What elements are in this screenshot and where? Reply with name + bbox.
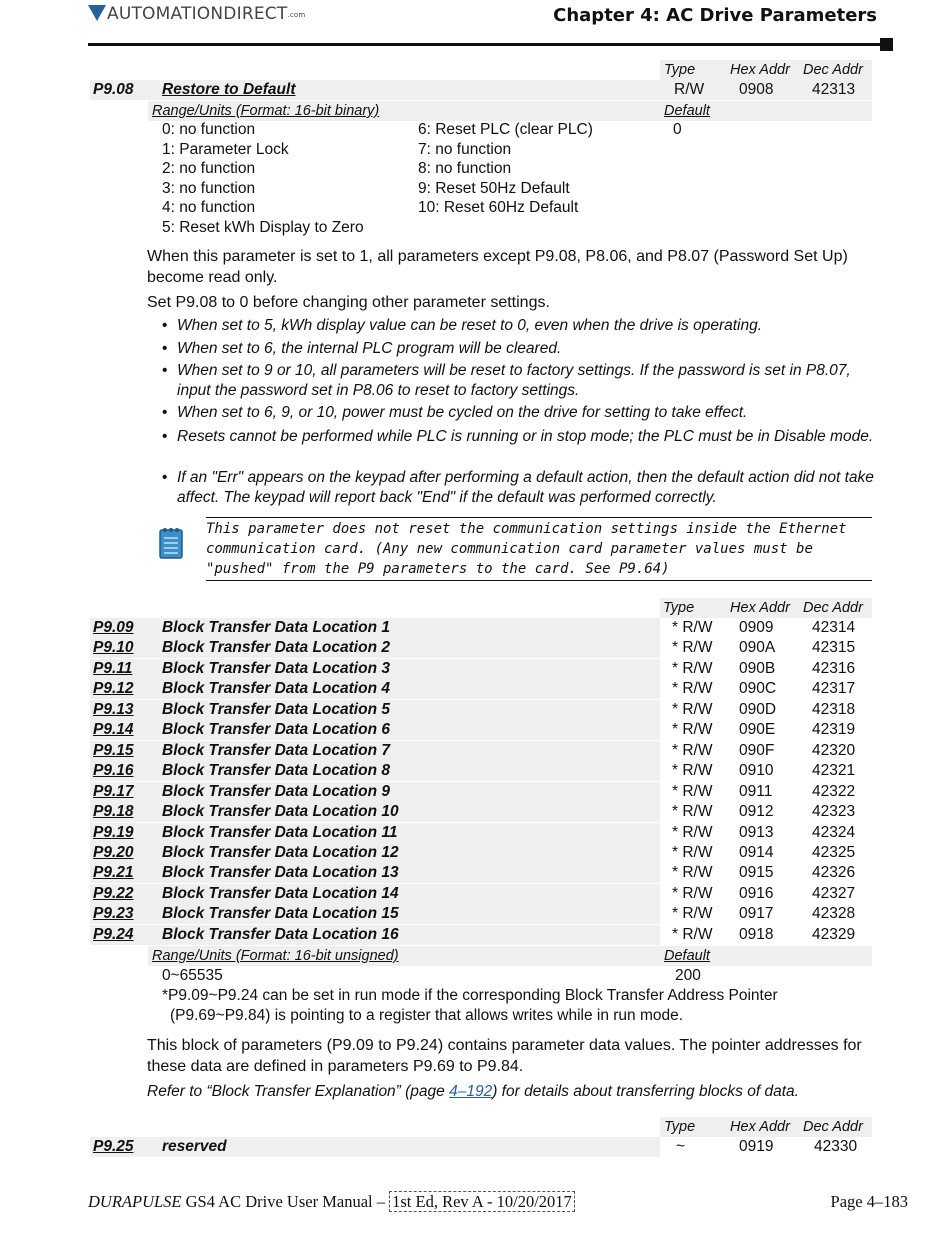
param-row-p925-values: [660, 1137, 872, 1157]
refer-paragraph: Refer to “Block Transfer Explanation” (page 4–192) for details about transferring blocks of data.: [147, 1083, 799, 1100]
block-row-values: [660, 863, 872, 883]
block-row-values: [660, 904, 872, 924]
bullet-item: • When set to 6, 9, or 10, power must be cycled on the drive for setting to take effect.: [162, 404, 748, 421]
chapter-title: Chapter 4: AC Drive Parameters: [553, 5, 877, 26]
param-type: * R/W: [672, 783, 713, 800]
block-row: [90, 761, 660, 781]
header-rule-marker: [880, 38, 893, 51]
block-row: [90, 904, 660, 924]
param-id[interactable]: P9.14: [93, 721, 134, 738]
default-label: Default: [664, 103, 710, 119]
param-hex: 090C: [739, 680, 777, 697]
param-dec: 42328: [812, 905, 856, 922]
param-id[interactable]: P9.24: [93, 926, 134, 943]
block-row: [90, 618, 660, 638]
column-headers-p908: [660, 60, 872, 80]
param-id[interactable]: P9.23: [93, 905, 134, 922]
param-name: Block Transfer Data Location 16: [162, 926, 399, 943]
page-footer: [88, 1190, 908, 1216]
block-row-values: [660, 782, 872, 802]
col-dec: Dec Addr: [803, 62, 863, 78]
paragraph: When this parameter is set to 1, all parameters except P9.08, P8.06, and P8.07 (Password Set Up) become read only.: [147, 248, 848, 286]
block-row-values: [660, 659, 872, 679]
block-row: [90, 720, 660, 740]
param-dec: 42315: [812, 639, 856, 656]
param-name: Block Transfer Data Location 4: [162, 680, 390, 697]
param-row-p908: [90, 80, 660, 100]
option: 8: no function: [418, 160, 512, 177]
param-dec: 42317: [812, 680, 856, 697]
param-hex: 090F: [739, 742, 775, 759]
param-name: Block Transfer Data Location 15: [162, 905, 399, 922]
param-hex: 090E: [739, 721, 776, 738]
col-dec: Dec Addr: [803, 600, 863, 616]
param-id[interactable]: P9.15: [93, 742, 134, 759]
block-row: [90, 925, 660, 945]
param-type: * R/W: [672, 639, 713, 656]
option: 10: Reset 60Hz Default: [418, 199, 579, 216]
block-row-values: [660, 720, 872, 740]
range-value: 0~65535: [162, 967, 223, 984]
col-type: Type: [663, 600, 695, 616]
option: 3: no function: [162, 180, 256, 197]
block-row: [90, 863, 660, 883]
param-hex: 090D: [739, 701, 777, 718]
param-name: Block Transfer Data Location 14: [162, 885, 399, 902]
param-hex: 0916: [739, 885, 774, 902]
col-hex: Hex Addr: [730, 1119, 790, 1135]
block-row: [90, 823, 660, 843]
manual-title: DURAPULSE GS4 AC Drive User Manual – 1st Ed, Rev A - 10/20/2017: [88, 1192, 575, 1212]
param-dec: 42323: [812, 803, 856, 820]
col-type: Type: [664, 1119, 696, 1135]
param-type: * R/W: [672, 762, 713, 779]
paragraph: Set P9.08 to 0 before changing other parameter settings.: [147, 294, 550, 311]
param-name: Block Transfer Data Location 11: [162, 824, 398, 841]
param-name: Block Transfer Data Location 7: [162, 742, 390, 759]
param-name: reserved: [162, 1138, 227, 1155]
param-id[interactable]: P9.25: [93, 1138, 134, 1155]
param-dec: 42330: [814, 1138, 858, 1155]
param-dec: 42318: [812, 701, 856, 718]
param-type: ~: [676, 1138, 686, 1155]
param-type: * R/W: [672, 844, 713, 861]
edition-label: 1st Ed, Rev A - 10/20/2017: [389, 1191, 575, 1212]
param-name: Block Transfer Data Location 9: [162, 783, 390, 800]
param-dec: 42319: [812, 721, 856, 738]
param-dec: 42324: [812, 824, 856, 841]
option: 5: Reset kWh Display to Zero: [162, 219, 364, 236]
block-row: [90, 802, 660, 822]
block-row-values: [660, 638, 872, 658]
param-type: * R/W: [672, 619, 713, 636]
param-hex: 0915: [739, 864, 774, 881]
param-dec: 42316: [812, 660, 856, 677]
bullet-item: • When set to 5, kWh display value can be reset to 0, even when the drive is operating.: [162, 317, 763, 334]
block-row: [90, 843, 660, 863]
param-dec: 42329: [812, 926, 856, 943]
block-row: [90, 782, 660, 802]
option: 1: Parameter Lock: [162, 141, 289, 158]
param-type: * R/W: [672, 701, 713, 718]
param-name: Restore to Default: [162, 81, 296, 98]
footnote: *P9.09~P9.24 can be set in run mode if the corresponding Block Transfer Address Pointer: [162, 987, 778, 1004]
option: 6: Reset PLC (clear PLC): [418, 121, 593, 138]
col-hex: Hex Addr: [730, 600, 790, 616]
param-type: * R/W: [672, 905, 713, 922]
option: 0: no function: [162, 121, 256, 138]
note-box: This parameter does not reset the communication settings inside the Ethernet communication card. (Any new communication card parameter values must be "pushed" from the P9 parameters to the card. See P9.64): [206, 517, 872, 581]
default-label: Default: [664, 948, 710, 964]
param-type: * R/W: [672, 721, 713, 738]
param-name: Block Transfer Data Location 2: [162, 639, 390, 656]
param-row-p908-values: [660, 80, 872, 100]
param-id[interactable]: P9.17: [93, 783, 134, 800]
param-type: * R/W: [672, 824, 713, 841]
block-row-values: [660, 925, 872, 945]
block-row: [90, 638, 660, 658]
param-hex: 090B: [739, 660, 776, 677]
param-id[interactable]: P9.19: [93, 824, 134, 841]
range-label: Range/Units (Format: 16-bit unsigned): [152, 948, 399, 964]
option: 4: no function: [162, 199, 256, 216]
page-link[interactable]: 4–192: [449, 1083, 493, 1100]
param-name: Block Transfer Data Location 5: [162, 701, 390, 718]
param-hex: 0912: [739, 803, 774, 820]
option: 7: no function: [418, 141, 512, 158]
block-row: [90, 700, 660, 720]
param-dec: 42327: [812, 885, 856, 902]
param-name: Block Transfer Data Location 3: [162, 660, 390, 677]
block-row-values: [660, 802, 872, 822]
param-name: Block Transfer Data Location 12: [162, 844, 399, 861]
bullet-item: • Resets cannot be performed while PLC is running or in stop mode; the PLC must be in Disable mode.: [162, 428, 874, 445]
block-row-values: [660, 741, 872, 761]
block-row: [90, 884, 660, 904]
param-dec: 42325: [812, 844, 856, 861]
param-dec: 42321: [812, 762, 856, 779]
param-name: Block Transfer Data Location 13: [162, 864, 399, 881]
param-name: Block Transfer Data Location 6: [162, 721, 390, 738]
block-row-values: [660, 700, 872, 720]
param-id[interactable]: P9.21: [93, 864, 134, 881]
param-row-p925: [90, 1137, 660, 1157]
param-hex: 0918: [739, 926, 774, 943]
bullet-item: • When set to 6, the internal PLC program will be cleared.: [162, 340, 562, 357]
param-id[interactable]: P9.10: [93, 639, 134, 656]
param-dec: 42320: [812, 742, 856, 759]
block-row-values: [660, 823, 872, 843]
param-id[interactable]: P9.09: [93, 619, 134, 636]
default-value-block: 200: [675, 967, 701, 984]
header-rule: [88, 43, 883, 46]
col-type: Type: [664, 62, 696, 78]
param-hex: 090A: [739, 639, 776, 656]
block-row: [90, 659, 660, 679]
option: 9: Reset 50Hz Default: [418, 180, 570, 197]
block-row-values: [660, 761, 872, 781]
column-headers-block: [660, 598, 872, 618]
param-type: R/W: [674, 81, 705, 98]
param-type: * R/W: [672, 742, 713, 759]
bullet-item: • If an "Err" appears on the keypad after performing a default action, then the default action did not take affect. The keypad will report back "End" if the default was performed correctly.: [162, 469, 874, 506]
param-id[interactable]: P9.18: [93, 803, 134, 820]
block-row-values: [660, 679, 872, 699]
range-label: Range/Units (Format: 16-bit binary): [152, 103, 380, 119]
param-type: * R/W: [672, 803, 713, 820]
bullet-item: • When set to 9 or 10, all parameters will be reset to factory settings. If the password is set in P8.07, input the password set in P8.06 to reset to factory settings.: [162, 362, 851, 399]
param-id[interactable]: P9.11: [93, 660, 133, 677]
param-type: * R/W: [672, 926, 713, 943]
param-dec: 42314: [812, 619, 856, 636]
block-row-values: [660, 884, 872, 904]
param-hex: 0908: [739, 81, 774, 98]
col-hex: Hex Addr: [730, 62, 790, 78]
param-name: Block Transfer Data Location 10: [162, 803, 399, 820]
page-header: [88, 0, 893, 48]
block-row-values: [660, 843, 872, 863]
param-hex: 0917: [739, 905, 774, 922]
param-hex: 0913: [739, 824, 774, 841]
param-type: * R/W: [672, 864, 713, 881]
page-number: Page 4–183: [830, 1192, 908, 1211]
footnote: (P9.69~P9.84) is pointing to a register that allows writes while in run mode.: [170, 1007, 684, 1024]
param-name: Block Transfer Data Location 1: [162, 619, 390, 636]
param-hex: 0910: [739, 762, 774, 779]
param-id[interactable]: P9.13: [93, 701, 134, 718]
col-dec: Dec Addr: [803, 1119, 863, 1135]
default-value-p908: 0: [673, 121, 682, 138]
param-type: * R/W: [672, 680, 713, 697]
column-headers-p925: [660, 1117, 872, 1137]
logo-triangle-icon: [88, 5, 106, 21]
param-hex: 0919: [739, 1138, 774, 1155]
block-row: [90, 679, 660, 699]
option: 2: no function: [162, 160, 256, 177]
param-id: P9.08: [93, 81, 134, 98]
param-id[interactable]: P9.16: [93, 762, 134, 779]
automationdirect-logo: AUTOMATIONDIRECT.com: [88, 4, 305, 24]
param-dec: 42313: [812, 81, 856, 98]
param-dec: 42322: [812, 783, 856, 800]
param-id[interactable]: P9.20: [93, 844, 134, 861]
param-type: * R/W: [672, 885, 713, 902]
param-hex: 0914: [739, 844, 774, 861]
param-hex: 0911: [739, 783, 773, 800]
range-units-bar-block: [148, 946, 872, 966]
range-units-bar-p908: [148, 101, 872, 121]
paragraph: This block of parameters (P9.09 to P9.24) contains parameter data values. The pointer addresses for these data are defined in parameters P9.69 to P9.84.: [147, 1037, 862, 1075]
block-row-values: [660, 618, 872, 638]
param-hex: 0909: [739, 619, 774, 636]
param-dec: 42326: [812, 864, 856, 881]
param-id[interactable]: P9.12: [93, 680, 134, 697]
block-row: [90, 741, 660, 761]
param-id[interactable]: P9.22: [93, 885, 134, 902]
param-name: Block Transfer Data Location 8: [162, 762, 390, 779]
param-type: * R/W: [672, 660, 713, 677]
notepad-icon: [157, 526, 185, 560]
